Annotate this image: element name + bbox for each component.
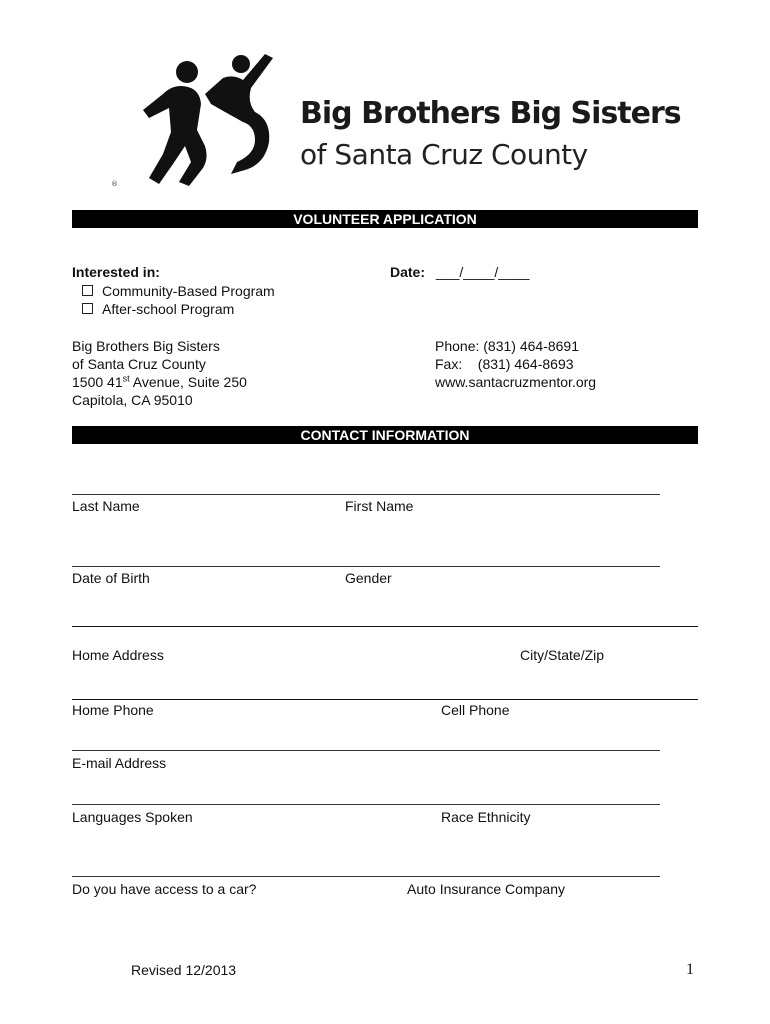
- address-street-number: 1500 41: [72, 374, 123, 390]
- email-underline[interactable]: [72, 750, 660, 751]
- revised-date: Revised 12/2013: [131, 962, 237, 978]
- address-line-4: Capitola, CA 95010: [72, 392, 193, 408]
- languages-spoken-label: Languages Spoken: [72, 809, 193, 825]
- contact-fax: Fax: (831) 464-8693: [435, 356, 574, 372]
- option-after-school-label: After-school Program: [102, 301, 235, 317]
- checkbox-after-school[interactable]: [82, 303, 93, 314]
- auto-insurance-label: Auto Insurance Company: [407, 881, 565, 897]
- checkbox-community-based[interactable]: [82, 285, 93, 296]
- address-line-2: of Santa Cruz County: [72, 356, 206, 372]
- email-address-label: E-mail Address: [72, 755, 167, 771]
- car-access-label: Do you have access to a car?: [72, 881, 257, 897]
- date-blank[interactable]: ___/____/____: [436, 264, 530, 280]
- contact-phone: Phone: (831) 464-8691: [435, 338, 579, 354]
- org-name: Big Brothers Big Sisters: [300, 96, 681, 131]
- page-number: 1: [686, 961, 694, 978]
- home-address-underline[interactable]: [72, 626, 698, 627]
- org-subtitle: of Santa Cruz County: [300, 138, 588, 171]
- address-line-3: [72, 373, 247, 391]
- address-street-suffix: st: [122, 373, 130, 384]
- address-street-rest: Avenue, Suite 250: [129, 374, 247, 390]
- home-address-label: Home Address: [72, 647, 164, 663]
- address-line-1: Big Brothers Big Sisters: [72, 338, 220, 354]
- dob-gender-underline[interactable]: [72, 566, 660, 567]
- home-phone-label: Home Phone: [72, 702, 154, 718]
- option-community-based[interactable]: [82, 282, 275, 300]
- interested-in-label: Interested in:: [72, 264, 160, 280]
- languages-underline[interactable]: [72, 804, 660, 805]
- section-header-contact-information: CONTACT INFORMATION: [72, 426, 698, 444]
- first-name-label: First Name: [345, 498, 414, 514]
- date-label: Date:: [390, 264, 426, 280]
- date-of-birth-label: Date of Birth: [72, 570, 150, 586]
- option-community-based-label: Community-Based Program: [102, 283, 275, 299]
- name-underline[interactable]: [72, 494, 660, 495]
- contact-website[interactable]: www.santacruzmentor.org: [435, 374, 597, 390]
- gender-label: Gender: [345, 570, 392, 586]
- trademark-mark: ®: [111, 180, 118, 188]
- last-name-label: Last Name: [72, 498, 140, 514]
- big-brothers-big-sisters-logo-icon: [105, 46, 285, 191]
- city-state-zip-label: City/State/Zip: [520, 647, 605, 663]
- option-after-school[interactable]: [82, 300, 234, 318]
- car-underline[interactable]: [72, 876, 660, 877]
- race-ethnicity-label: Race Ethnicity: [441, 809, 531, 825]
- phone-underline[interactable]: [72, 699, 698, 700]
- section-header-volunteer-application: VOLUNTEER APPLICATION: [72, 210, 698, 228]
- cell-phone-label: Cell Phone: [441, 702, 510, 718]
